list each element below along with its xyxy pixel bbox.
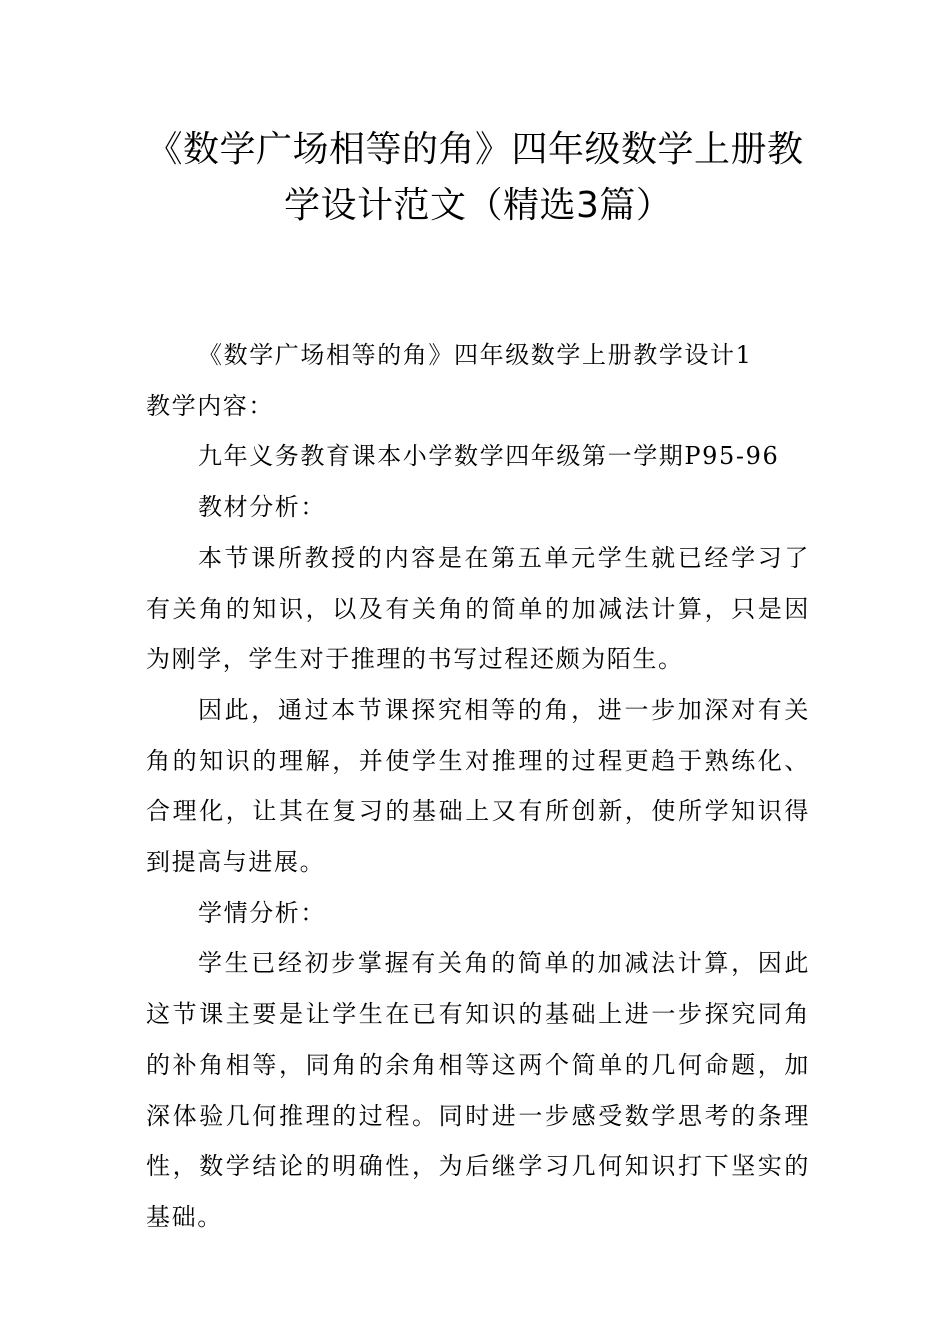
label-teaching-content: 教学内容： xyxy=(146,391,274,420)
document-title xyxy=(130,122,820,234)
paragraph-material-analysis: 本节课所教授的内容是在第五单元学生就已经学习了有关角的知识，以及有关角的简单的加减法计算，只是因为刚学，学生对于推理的书写过程还颇为陌生。 xyxy=(146,543,810,674)
paragraph-student-analysis: 学生已经初步掌握有关角的简单的加减法计算，因此这节课主要是让学生在已有知识的基础上进一步探究同角的补角相等，同角的余角相等这两个简单的几何命题，加深体验几何推理的过程。同时进一步感受数学思考的条理性，数学结论的明确性，为后继学习几何知识打下坚实的基础。 xyxy=(146,949,810,1231)
title-line-1: 《数学广场相等的角》四年级数学上册教 xyxy=(146,129,804,170)
document-body xyxy=(146,330,810,1243)
paragraph-therefore: 因此，通过本节课探究相等的角，进一步加深对有关角的知识的理解，并使学生对推理的过程更趋于熟练化、合理化，让其在复习的基础上又有所创新，使所学知识得到提高与进展。 xyxy=(146,695,810,877)
title-line-2: 学设计范文（精选3篇） xyxy=(284,185,673,226)
label-material-analysis: 教材分析： xyxy=(198,493,326,522)
section-heading-design-1: 《数学广场相等的角》四年级数学上册教学设计1 xyxy=(198,341,753,369)
paragraph-textbook: 九年义务教育课本小学数学四年级第一学期P95-96 xyxy=(198,442,780,471)
label-student-analysis: 学情分析： xyxy=(198,898,326,927)
